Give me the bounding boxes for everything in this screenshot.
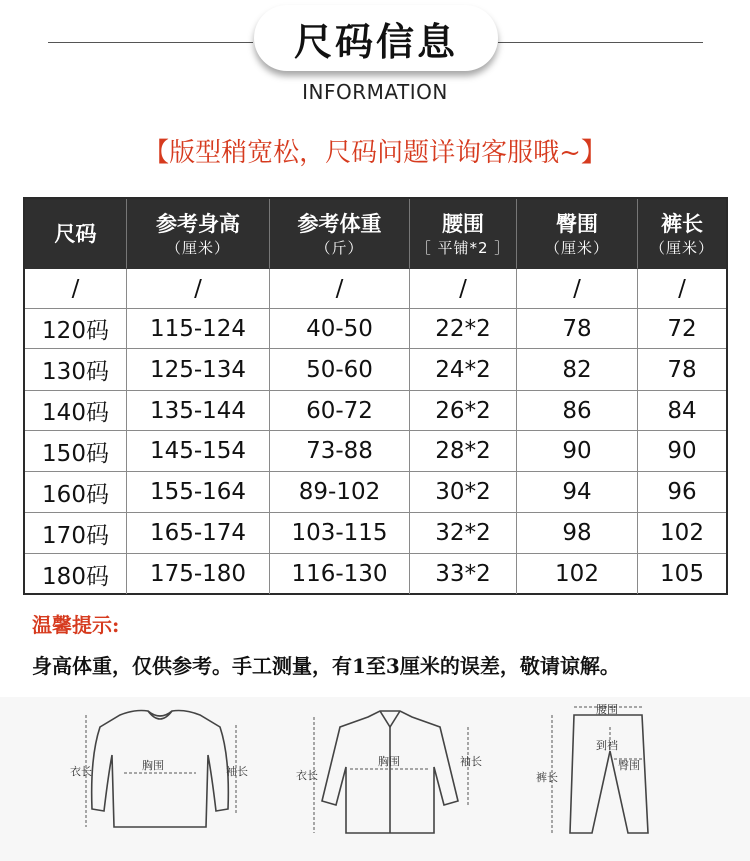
table-cell-pants-length: 90: [638, 431, 726, 472]
table-cell-pants-length: /: [638, 269, 726, 309]
table-cell-size: 170码: [25, 513, 127, 554]
table-cell-waist: 24*2: [410, 349, 517, 391]
header-hip: [517, 199, 638, 269]
sweater-diagram: [60, 697, 260, 857]
fit-notice: 【版型稍宽松，尺码问题详询客服哦~】: [143, 138, 607, 168]
table-cell-waist: 32*2: [410, 513, 517, 554]
header-size: [25, 199, 127, 269]
table-cell-weight: /: [270, 269, 410, 309]
table-cell-weight: 116-130: [270, 554, 410, 594]
table-cell-waist: 30*2: [410, 472, 517, 513]
table-cell-waist: 33*2: [410, 554, 517, 594]
header-unit: （厘米）: [649, 238, 714, 257]
tips-title: 温馨提示:: [32, 613, 120, 637]
header-label: 腰围: [442, 211, 484, 236]
header-waist: [410, 199, 517, 269]
table-cell-pants-length: 84: [638, 391, 726, 431]
table-cell-weight: 73-88: [270, 431, 410, 472]
tips-text: 身高体重，仅供参考。手工测量，有1至3厘米的误差，敬请谅解。: [32, 654, 620, 678]
sweater-length-label: 衣长: [70, 765, 92, 778]
header-height: [127, 199, 270, 269]
table-cell-height: 135-144: [127, 391, 270, 431]
pants-waist-label: 腰围: [596, 703, 618, 716]
shirt-chest-label: 胸围: [378, 755, 400, 768]
header-divider-left: [48, 42, 253, 43]
sweater-chest-label: 胸围: [142, 759, 164, 772]
table-cell-hip: 102: [517, 554, 638, 594]
table-cell-height: /: [127, 269, 270, 309]
table-cell-waist: 26*2: [410, 391, 517, 431]
header-label: 尺码: [54, 221, 97, 246]
table-cell-waist: 28*2: [410, 431, 517, 472]
table-cell-size: 180码: [25, 554, 127, 594]
header-divider-right: [498, 42, 703, 43]
table-cell-weight: 60-72: [270, 391, 410, 431]
table-cell-height: 125-134: [127, 349, 270, 391]
table-cell-size: /: [25, 269, 127, 309]
table-cell-size: 160码: [25, 472, 127, 513]
table-cell-hip: 82: [517, 349, 638, 391]
pants-crotch-label: 到裆: [596, 739, 618, 752]
size-table: [23, 197, 728, 595]
header-unit: （厘米）: [544, 238, 609, 257]
table-cell-pants-length: 105: [660, 561, 704, 587]
table-cell-pants-length: 72: [638, 309, 726, 349]
header-unit: （斤）: [315, 238, 364, 257]
table-cell-weight: 103-115: [270, 513, 410, 554]
table-cell-hip: 90: [517, 431, 638, 472]
table-cell-height: 165-174: [127, 513, 270, 554]
header-label: 参考体重: [297, 211, 382, 236]
table-cell-waist: /: [410, 269, 517, 309]
table-cell-height: 155-164: [127, 472, 270, 513]
table-cell-weight: 40-50: [270, 309, 410, 349]
pants-hip-label: 臀围: [618, 759, 640, 772]
table-cell-size: 120码: [25, 309, 127, 349]
table-cell-size: 140码: [25, 391, 127, 431]
header-label: 参考身高: [156, 211, 240, 236]
table-cell-hip: 94: [517, 472, 638, 513]
table-cell-waist: 22*2: [410, 309, 517, 349]
header-label: 臀围: [556, 211, 598, 236]
header-badge: [254, 5, 498, 71]
sweater-sleeve-label: 袖长: [226, 765, 248, 778]
table-cell-pants-length: 96: [638, 472, 726, 513]
table-cell-size: 150码: [25, 431, 127, 472]
table-cell-height: 115-124: [127, 309, 270, 349]
table-cell-height: 145-154: [127, 431, 270, 472]
table-cell-height: 175-180: [127, 554, 270, 594]
table-cell-size: 130码: [25, 349, 127, 391]
header-unit: ［ 平铺*2 ］: [415, 238, 511, 257]
page-subtitle: INFORMATION: [302, 80, 448, 104]
table-cell-hip: 78: [517, 309, 638, 349]
page-title: 尺码信息: [293, 19, 458, 64]
pants-length-label: 裤长: [536, 771, 558, 784]
table-cell-hip: /: [517, 269, 638, 309]
table-cell-pants-length: 78: [638, 349, 726, 391]
table-cell-weight: 89-102: [270, 472, 410, 513]
table-cell-weight: 50-60: [270, 349, 410, 391]
table-cell-hip: 86: [517, 391, 638, 431]
header-pants-length: [638, 199, 726, 269]
table-cell-pants-length: 102: [638, 513, 726, 554]
pants-diagram: [530, 697, 660, 857]
header-label: 裤长: [661, 211, 703, 236]
shirt-diagram: [290, 697, 490, 857]
shirt-sleeve-label: 袖长: [460, 755, 482, 768]
header-unit: （厘米）: [165, 238, 230, 257]
shirt-length-label: 衣长: [296, 769, 318, 782]
header-weight: [270, 199, 410, 269]
table-cell-hip: 98: [517, 513, 638, 554]
